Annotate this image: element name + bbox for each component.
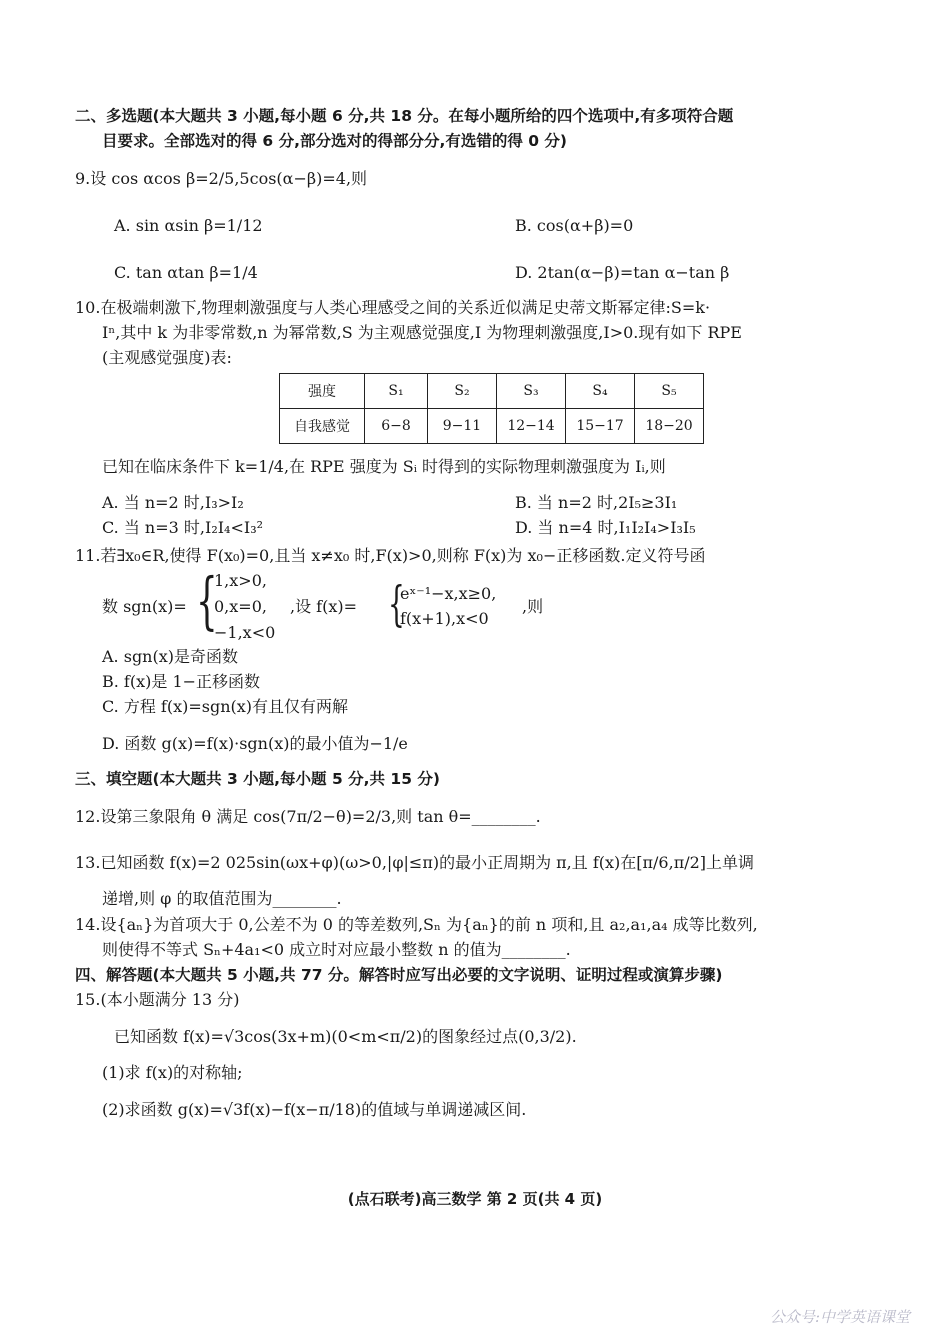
rpe-cell: 15−17 bbox=[566, 409, 635, 444]
rpe-header-cell: S₃ bbox=[497, 374, 566, 409]
section-3-title: 三、填空题(本大题共 3 小题,每小题 5 分,共 15 分) bbox=[75, 770, 440, 788]
q9-option-a: A. sin αsin β=1/12 bbox=[114, 216, 263, 235]
q11-option-d: D. 函数 g(x)=f(x)·sgn(x)的最小值为−1/e bbox=[102, 734, 408, 753]
q11-option-b: B. f(x)是 1−正移函数 bbox=[102, 672, 261, 691]
q12: 12.设第三象限角 θ 满足 cos(7π/2−θ)=2/3,则 tan θ=________. bbox=[75, 807, 541, 826]
section-2-title-line1: 二、多选题(本大题共 3 小题,每小题 6 分,共 18 分。在每小题所给的四个选项中,有多项符合题 bbox=[75, 107, 734, 125]
rpe-table-header-row bbox=[280, 374, 704, 409]
q11-option-a: A. sgn(x)是奇函数 bbox=[102, 647, 238, 666]
rpe-cell: 18−20 bbox=[635, 409, 704, 444]
rpe-table bbox=[279, 373, 704, 444]
rpe-header-cell: S₄ bbox=[566, 374, 635, 409]
q10-option-b: B. 当 n=2 时,2I₅≥3I₁ bbox=[515, 493, 678, 512]
q10-condition: 已知在临床条件下 k=1/4,在 RPE 强度为 Sᵢ 时得到的实际物理刺激强度为 Iᵢ,则 bbox=[102, 457, 666, 476]
rpe-cell: 9−11 bbox=[428, 409, 497, 444]
rpe-header-cell: S₂ bbox=[428, 374, 497, 409]
q13-line1: 13.已知函数 f(x)=2 025sin(ωx+φ)(ω>0,|φ|≤π)的最小正周期为 π,且 f(x)在[π/6,π/2]上单调 bbox=[75, 853, 755, 872]
q14-line1: 14.设{aₙ}为首项大于 0,公差不为 0 的等差数列,Sₙ 为{aₙ}的前 n 项和,且 a₂,a₁,a₄ 成等比数列, bbox=[75, 915, 758, 934]
q9-option-b: B. cos(α+β)=0 bbox=[515, 216, 634, 235]
q11-mid: ,设 f(x)= bbox=[290, 597, 358, 616]
rpe-cell: 自我感觉 bbox=[280, 409, 365, 444]
rpe-header-cell: 强度 bbox=[280, 374, 365, 409]
q10-option-c: C. 当 n=3 时,I₂I₄<I₃² bbox=[102, 518, 264, 537]
q11-f-case1: eˣ⁻¹−x,x≥0, bbox=[400, 584, 497, 603]
q11-f-case2: f(x+1),x<0 bbox=[400, 609, 489, 628]
q11-sgn-case3: −1,x<0 bbox=[214, 623, 276, 642]
rpe-table-row bbox=[280, 409, 704, 444]
q11-sgn-case2: 0,x=0, bbox=[214, 597, 267, 616]
q9-stem: 9.设 cos αcos β=2/5,5cos(α−β)=4,则 bbox=[75, 169, 368, 188]
q13-line2: 递增,则 φ 的取值范围为________. bbox=[102, 889, 342, 908]
sgn-brace: { bbox=[196, 564, 218, 637]
q10-line2: Iⁿ,其中 k 为非零常数,n 为幂常数,S 为主观感觉强度,I 为物理刺激强度,I>0.现有如下 RPE bbox=[102, 323, 742, 342]
section-4-title: 四、解答题(本大题共 5 小题,共 77 分。解答时应写出必要的文字说明、证明过程或演算步骤) bbox=[75, 966, 723, 984]
q10-line3: (主观感觉强度)表: bbox=[102, 348, 232, 367]
f-brace: { bbox=[388, 576, 405, 632]
rpe-cell: 6−8 bbox=[365, 409, 428, 444]
q11-tail: ,则 bbox=[522, 597, 544, 616]
q11-sgn-prefix: 数 sgn(x)= bbox=[102, 597, 187, 616]
q9-option-d: D. 2tan(α−β)=tan α−tan β bbox=[515, 263, 730, 282]
rpe-cell: 12−14 bbox=[497, 409, 566, 444]
q15-stem: 已知函数 f(x)=√3cos(3x+m)(0<m<π/2)的图象经过点(0,3/2). bbox=[114, 1027, 577, 1046]
q10-option-d: D. 当 n=4 时,I₁I₂I₄>I₃I₅ bbox=[515, 518, 696, 537]
q15-part1: (1)求 f(x)的对称轴; bbox=[102, 1063, 243, 1082]
q11-option-c: C. 方程 f(x)=sgn(x)有且仅有两解 bbox=[102, 697, 349, 716]
q9-option-c: C. tan αtan β=1/4 bbox=[114, 263, 258, 282]
section-2-title-line2: 目要求。全部选对的得 6 分,部分选对的得部分分,有选错的得 0 分) bbox=[102, 132, 568, 150]
watermark: 公众号:中学英语课堂 bbox=[769, 1308, 910, 1326]
q15-head: 15.(本小题满分 13 分) bbox=[75, 990, 240, 1009]
rpe-header-cell: S₅ bbox=[635, 374, 704, 409]
q15-part2: (2)求函数 g(x)=√3f(x)−f(x−π/18)的值域与单调递减区间. bbox=[102, 1100, 527, 1119]
q14-line2: 则使得不等式 Sₙ+4a₁<0 成立时对应最小整数 n 的值为________. bbox=[102, 940, 571, 959]
page-footer: (点石联考)高三数学 第 2 页(共 4 页) bbox=[347, 1190, 603, 1208]
q10-option-a: A. 当 n=2 时,I₃>I₂ bbox=[102, 493, 244, 512]
q11-sgn-case1: 1,x>0, bbox=[214, 571, 267, 590]
rpe-header-cell: S₁ bbox=[365, 374, 428, 409]
q10-line1: 10.在极端刺激下,物理刺激强度与人类心理感受之间的关系近似满足史蒂文斯幂定律:S=k· bbox=[75, 298, 711, 317]
q11-line1: 11.若∃x₀∈R,使得 F(x₀)=0,且当 x≠x₀ 时,F(x)>0,则称 F(x)为 x₀−正移函数.定义符号函 bbox=[75, 546, 706, 565]
